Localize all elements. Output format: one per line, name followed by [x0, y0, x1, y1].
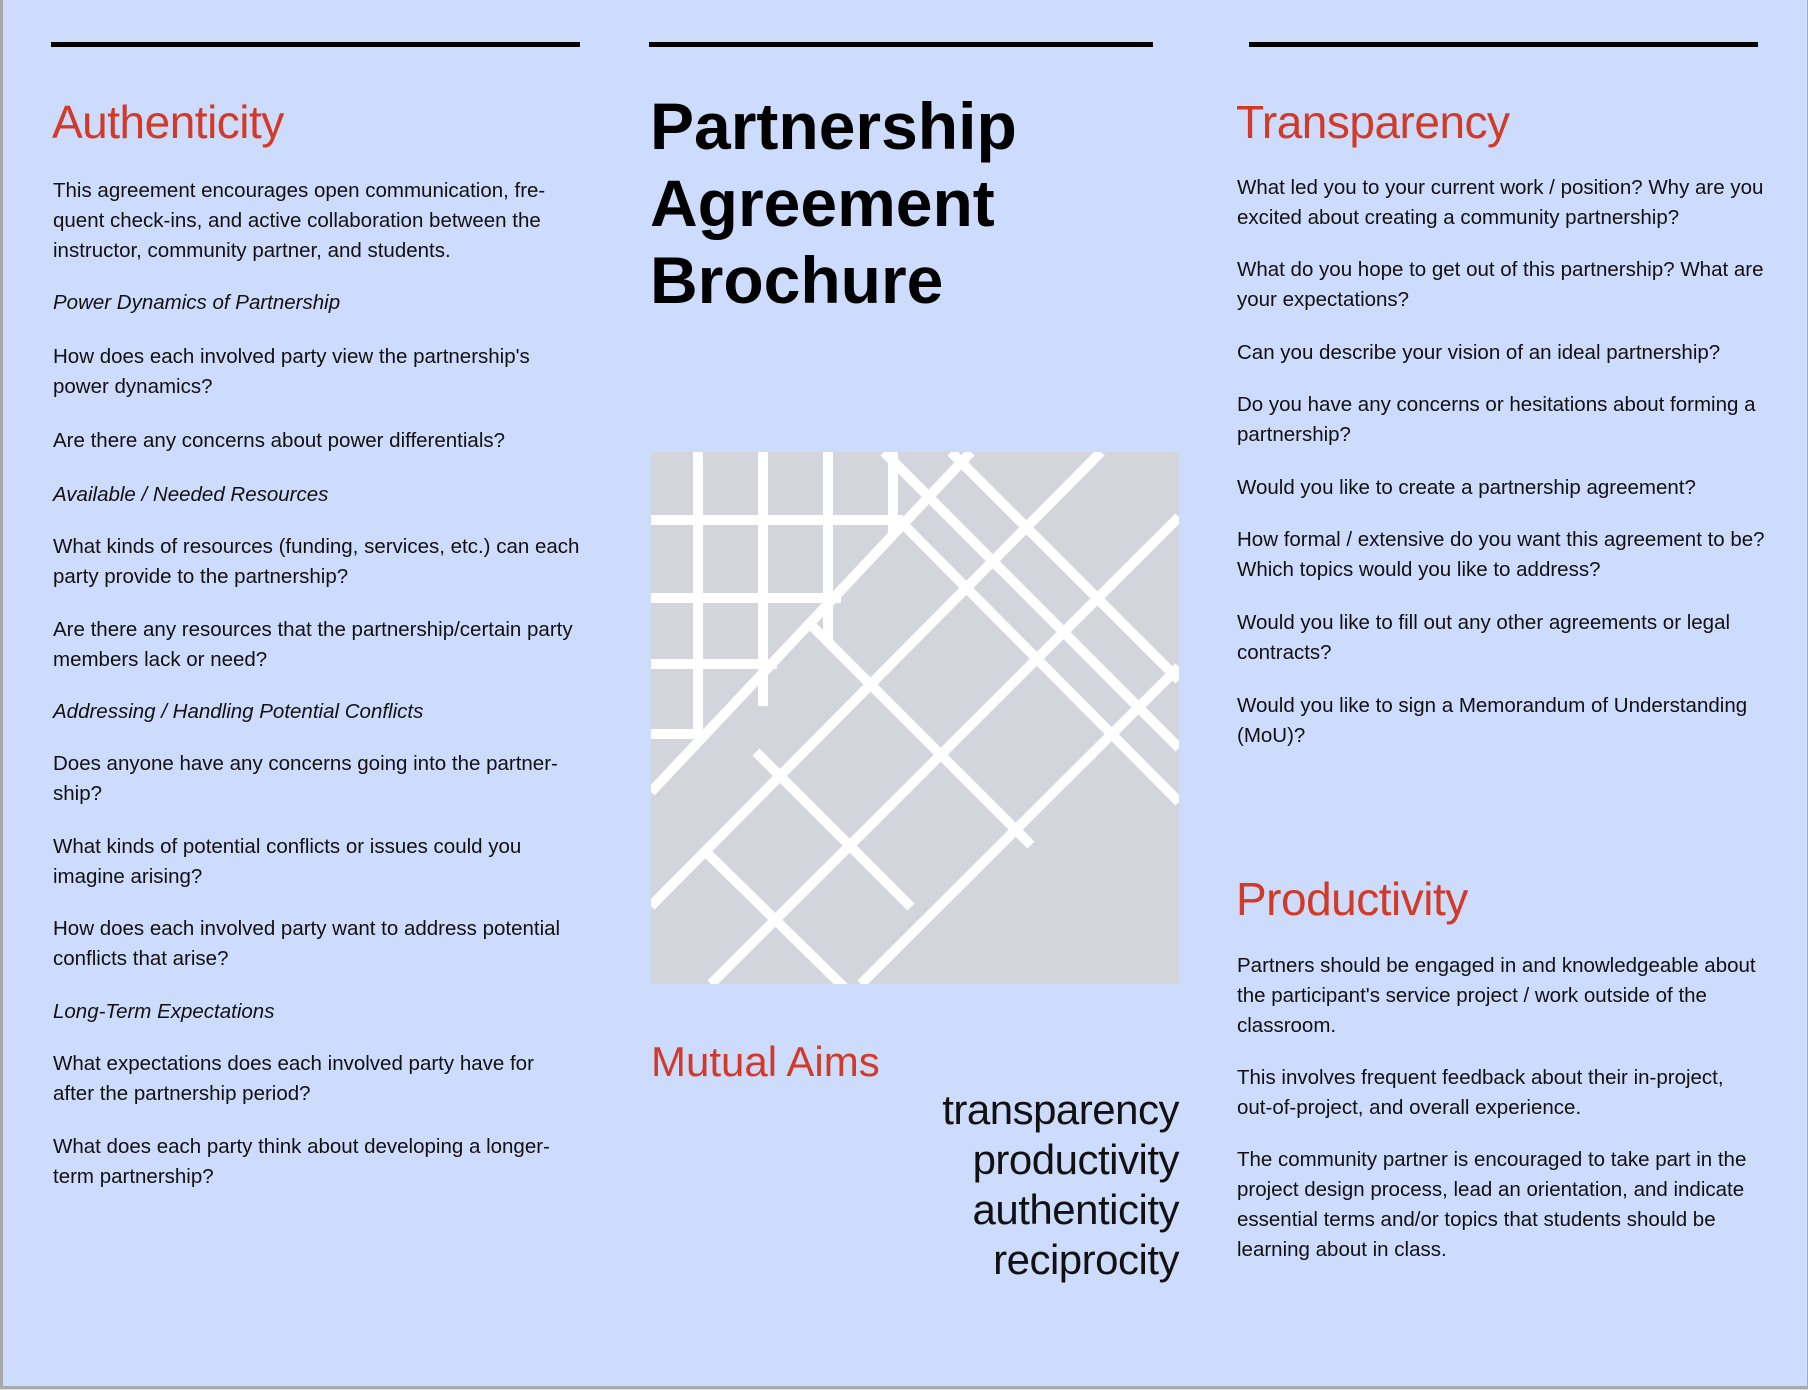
productivity-heading: Productivity: [1236, 873, 1468, 925]
title-line: Agreement: [650, 166, 995, 240]
mutual-aim-item: authenticity: [972, 1186, 1179, 1233]
title-line: Brochure: [650, 243, 944, 317]
brochure-title: [650, 88, 1017, 319]
authenticity-question: Are there any resources that the partnership/certain party members lack or need?: [53, 618, 573, 671]
middle-column-rule: [649, 42, 1153, 47]
mutual-aims-heading: Mutual Aims: [651, 1038, 880, 1085]
productivity-paragraph: The community partner is encouraged to take part in the project design process, lead an orientation, and indicate essential terms and/or topics that students should be learning about in class.: [1237, 1148, 1747, 1261]
authenticity-question: Are there any concerns about power differentials?: [53, 429, 506, 452]
left-column-rule: [51, 42, 580, 47]
productivity-paragraph: Partners should be engaged in and knowledgeable about the participant's service project / work outside of the classroom.: [1237, 954, 1756, 1037]
mutual-aim-item: reciprocity: [993, 1236, 1179, 1283]
mutual-aim-item: transparency: [942, 1086, 1179, 1133]
title-line: Partnership: [650, 89, 1017, 163]
authenticity-intro: This agreement encourages open communication, fre-quent check-ins, and active collaboration between the instructor, community partner, and students.: [53, 179, 546, 262]
mutual-aim-item: productivity: [972, 1136, 1179, 1183]
authenticity-question: How does each involved party view the partnership's power dynamics?: [53, 345, 530, 398]
transparency-question: What led you to your current work / position? Why are you excited about creating a community partnership?: [1237, 176, 1764, 229]
geometric-pattern-image: [651, 452, 1179, 984]
transparency-question: Can you describe your vision of an ideal partnership?: [1237, 341, 1721, 364]
transparency-question: How formal / extensive do you want this agreement to be? Which topics would you like to address?: [1237, 528, 1765, 581]
mutual-aims-list: [651, 1085, 1179, 1285]
authenticity-question: What does each party think about developing a longer-term partnership?: [53, 1135, 550, 1188]
transparency-question: Do you have any concerns or hesitations about forming a partnership?: [1237, 393, 1756, 446]
authenticity-heading: Authenticity: [52, 96, 284, 148]
transparency-question: Would you like to sign a Memorandum of Understanding (MoU)?: [1237, 694, 1748, 747]
transparency-question: What do you hope to get out of this partnership? What are your expectations?: [1237, 258, 1764, 311]
transparency-question: Would you like to fill out any other agreements or legal contracts?: [1237, 611, 1731, 664]
authenticity-subheading: Long-Term Expectations: [53, 1000, 275, 1023]
authenticity-question: Does anyone have any concerns going into the partner-ship?: [53, 752, 558, 805]
authenticity-question: What kinds of resources (funding, services, etc.) can each party provide to the partnership?: [53, 535, 580, 588]
authenticity-question: What kinds of potential conflicts or issues could you imagine arising?: [53, 835, 522, 888]
authenticity-question: How does each involved party want to address potential conflicts that arise?: [53, 917, 561, 970]
authenticity-subheading: Available / Needed Resources: [53, 483, 329, 506]
authenticity-question: What expectations does each involved party have for after the partnership period?: [53, 1052, 534, 1105]
transparency-heading: Transparency: [1236, 96, 1510, 148]
right-column-rule: [1249, 42, 1758, 47]
productivity-paragraph: This involves frequent feedback about their in-project, out-of-project, and overall experience.: [1237, 1066, 1724, 1119]
authenticity-subheading: Power Dynamics of Partnership: [53, 291, 341, 314]
authenticity-subheading: Addressing / Handling Potential Conflicts: [53, 700, 424, 723]
transparency-question: Would you like to create a partnership agreement?: [1237, 476, 1696, 499]
